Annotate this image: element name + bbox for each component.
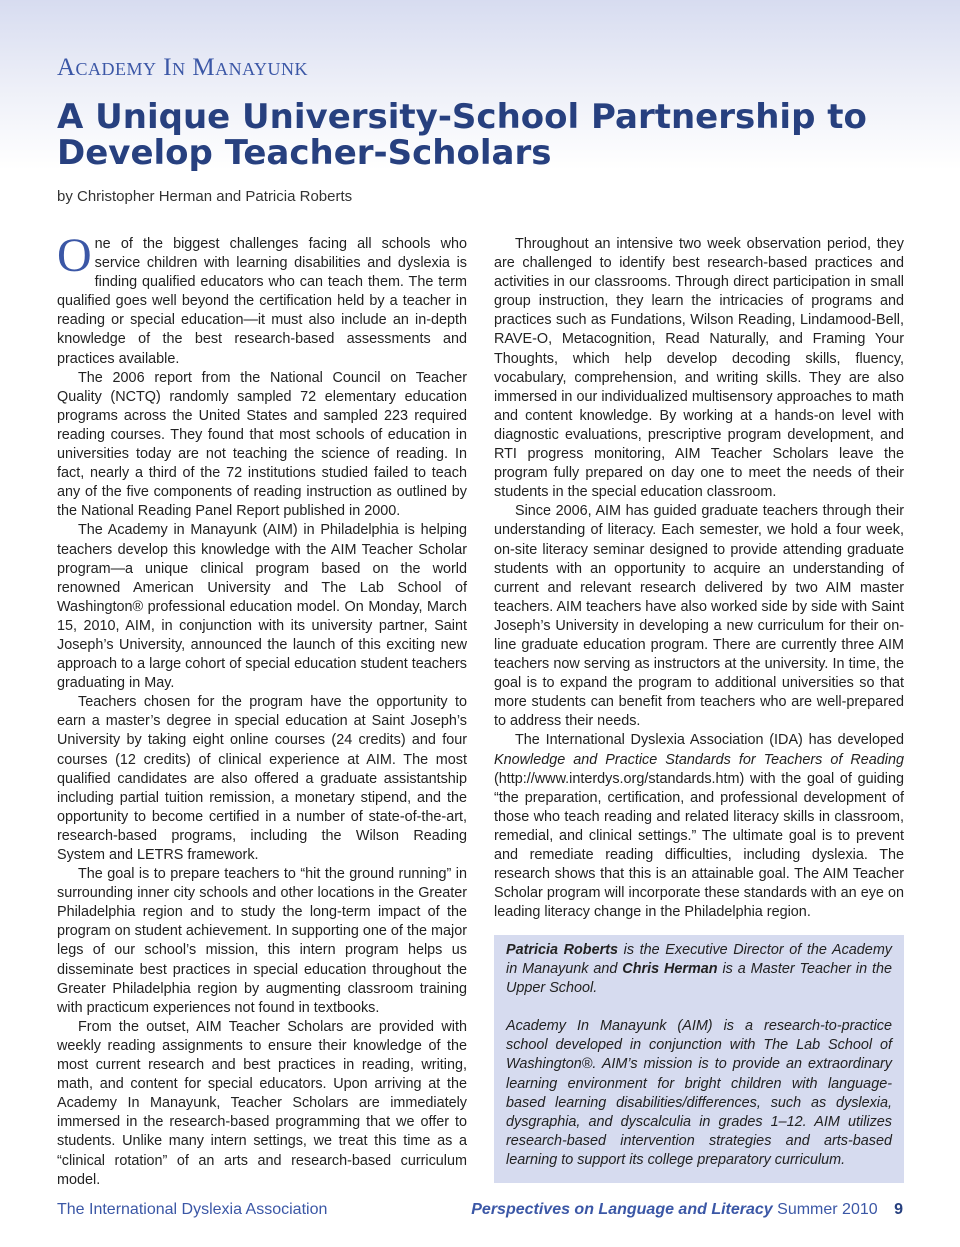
byline: by Christopher Herman and Patricia Roberts xyxy=(57,188,353,205)
standards-title: Knowledge and Practice Standards for Teachers of Reading xyxy=(494,751,904,768)
footer-publication-info xyxy=(471,1201,903,1219)
drop-cap: O xyxy=(57,229,92,282)
author-name-2: Chris Herman xyxy=(622,961,718,978)
paragraph-8: Since 2006, AIM has guided graduate teachers through their understanding of literacy. Each semester, we hold a four week, on-site literacy seminar designed to provide attending graduate students with an opportunity to acquire an understanding of current and relevant research delivered by two AIM master teachers. AIM teachers have also worked side by side with Saint Joseph’s University in developing a new curriculum for their on-line graduate education program. There are currently three AIM teachers now serving as instructors at the university. In time, the goal is to expand the program to additional universities so that more students can benefit from teachers who are well-prepared to address their needs. xyxy=(494,503,904,730)
paragraph-9-text-a: The International Dyslexia Association (IDA) has developed xyxy=(515,732,904,749)
footer-organization: The International Dyslexia Association xyxy=(57,1201,328,1218)
page-number: 9 xyxy=(894,1201,903,1218)
paragraph-1-text: ne of the biggest challenges facing all schools who service children with learning disabilities and dyslexia is finding qualified educators who can teach them. The term qualified goes well beyond the certification held by a teacher in reading or special education—it must also include an in-depth knowledge of the best research-based assessments and practices available. xyxy=(57,236,467,367)
paragraph-4: Teachers chosen for the program have the opportunity to earn a master’s degree in special education at Saint Joseph’s University by taking eight online courses (24 credits) and four courses (12 credits) of clinical experience at AIM. The most qualified candidates are also offered a graduate assistantship including partial tuition remission, a monetary stipend, and the opportunity to become certified in a number of state-of-the-art, research-based programs, including the Wilson Reading System and LETRS framework. xyxy=(57,694,467,863)
footer-issue: Summer 2010 xyxy=(777,1201,878,1218)
paragraph-3: The Academy in Manayunk (AIM) in Philadelphia is helping teachers develop this knowledge with the AIM Teacher Scholar program—a unique clinical program based on the world renowned American University and The Lab School of Washington® professional education model. On Monday, March 15, 2010, AIM, in conjunction with its university partner, Saint Joseph’s University, announced the launch of this exciting new approach to a large cohort of special education student teachers graduating in May. xyxy=(57,522,467,692)
paragraph-1 xyxy=(57,229,467,369)
paragraph-7: Throughout an intensive two week observation period, they are challenged to identify best research-based practices and activities in our classrooms. Through direct participation in small group instruction, they learn the intricacies of programs and practices such as Fundations, Wilson Reading, Lindamood-Bell, RAVE-O, Metacognition, Read Naturally, and Framing Your Thoughts, which help develop decoding skills, fluency, vocabulary, comprehension, and writing skills. They are also immersed in our individualized multisensory approaches to math and content knowledge. By working at a hands-on level with diagnostic evaluations, prescriptive program development, and RTI progress monitoring, AIM Teacher Scholars leave the program fully prepared on day one to meet the needs of their students in the special education classroom. xyxy=(494,236,904,501)
author-bio-text-1: is the Executive Director of the Academy in Manayunk and xyxy=(506,942,892,978)
article-column-left xyxy=(57,229,467,1190)
section-label: Academy In Manayunk xyxy=(57,54,308,81)
paragraph-9 xyxy=(494,731,904,922)
paragraph-2: The 2006 report from the National Council on Teacher Quality (NCTQ) randomly sampled 72 elementary education programs across the United States and sampled 223 required reading courses. They found that most schools of education in universities today are not teaching the science of reading. In fact, nearly a third of the 72 institutions studied failed to teach any of the five components of reading instruction as outlined by the National Reading Panel Report published in 2000. xyxy=(57,369,467,520)
author-bio-text-2: is a Master Teacher in the Upper School. xyxy=(506,961,892,997)
paragraph-6: From the outset, AIM Teacher Scholars are provided with weekly reading assignments to ensure their knowledge of the most current research and best practices in reading, writing, math, and content for special educators. Upon arriving at the Academy In Manayunk, Teacher Scholars are immediately immersed in the research-based programming that we offer to students. Unlike many intern settings, we treat this time as a “clinical rotation” of an arts and research-based curriculum model. xyxy=(57,1018,467,1188)
paragraph-9-text-b: (http://www.interdys.org/standards.htm) with the goal of guiding “the preparation, certification, and professional development of those who teach reading and related literacy skills in classroom, remedial, and clinical settings.” The ultimate goal is to prevent and remediate reading difficulties, including dyslexia. The research shows that this is an attainable goal. The AIM Teacher Scholar program will incorporate these standards with an eye on leading literacy change in the Philadelphia region. xyxy=(494,770,904,921)
article-title: A Unique University-School Partnership to Develop Teacher-Scholars xyxy=(57,97,867,173)
school-description: Academy In Manayunk (AIM) is a research-to-practice school developed in conjunction with The Lab School of Washington®. AIM’s mission is to provide an extraordinary learning environment for bright children with language-based learning disabilities/differences, such as dyslexia, dysgraphia, and dyscalculia in grades 1–12. AIM utilizes research-based intervention strategies and arts-based learning to support its college preparatory curriculum. xyxy=(506,1018,892,1168)
footer-publication: Perspectives on Language and Literacy xyxy=(471,1201,773,1218)
article-column-right xyxy=(494,235,904,922)
author-bio xyxy=(506,941,892,998)
paragraph-5: The goal is to prepare teachers to “hit the ground running” in surrounding inner city schools and other locations in the Greater Philadelphia region and to study the long-term impact of the program on student achievement. In supporting one of the major legs of our school’s mission, this intern program helps us disseminate best practices in special education throughout the Greater Philadelphia region by augmenting classroom training with practicum experiences not found in textbooks. xyxy=(57,866,467,1016)
author-name-1: Patricia Roberts xyxy=(506,942,618,958)
author-bio-box xyxy=(494,935,904,1183)
